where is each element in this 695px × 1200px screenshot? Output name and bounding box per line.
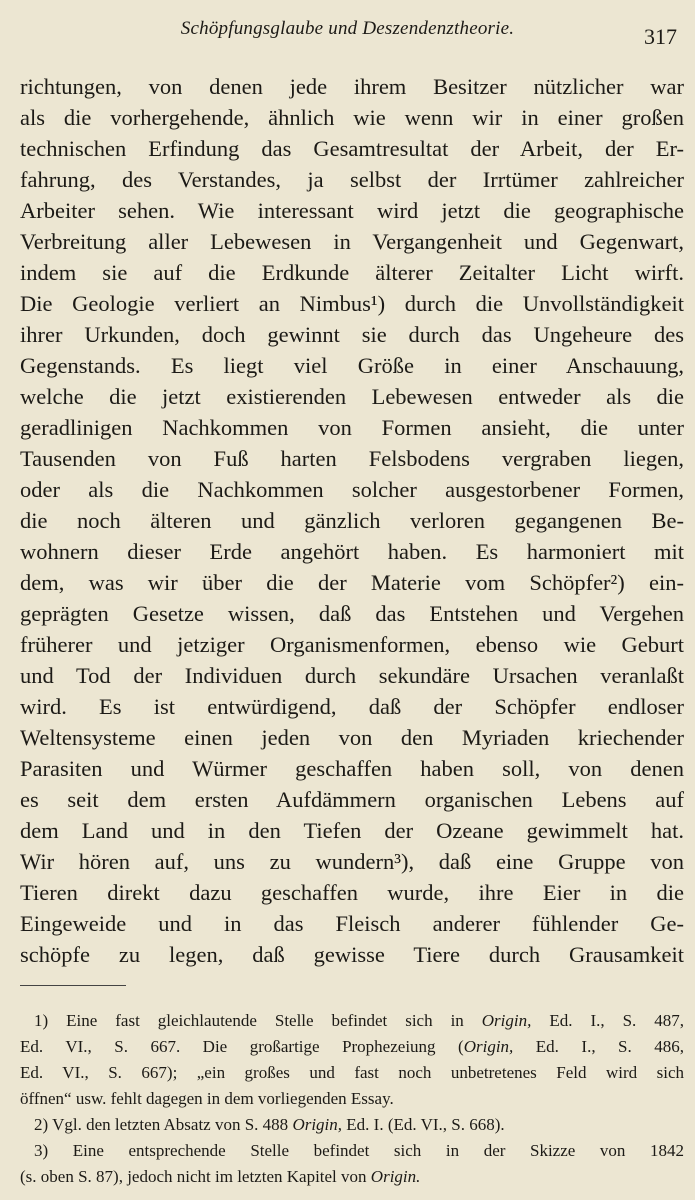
body-line: dem, was wir über die der Materie vom Schöpfer²) ein- (20, 570, 684, 595)
footnote-italic: Origin, (463, 1037, 514, 1056)
page-number: 317 (644, 24, 677, 49)
footnote-text: 1) Eine fast gleichlautende Stelle befindet sich in (34, 1011, 482, 1030)
body-line: oder als die Nachkommen solcher ausgestorbener Formen, (20, 477, 684, 502)
footnote-italic: Origin, (481, 1011, 532, 1030)
body-line: dem Land und in den Tiefen der Ozeane gewimmelt hat. (20, 818, 684, 843)
body-line: Tausenden von Fuß harten Felsbodens vergraben liegen, (20, 446, 684, 471)
body-line: Verbreitung aller Lebewesen in Vergangenheit und Gegenwart, (20, 229, 684, 254)
body-line: Arbeiter sehen. Wie interessant wird jetzt die geographische (20, 198, 684, 223)
body-line: Die Geologie verliert an Nimbus¹) durch die Unvollständigkeit (20, 291, 684, 316)
footnote-1-line-3: Ed. VI., S. 667); „ein großes und fast noch unbetretenes Feld wird sich (20, 1063, 684, 1082)
body-line: Parasiten und Würmer geschaffen haben soll, von denen (20, 756, 684, 781)
body-line: schöpfe zu legen, daß gewisse Tiere durch Grausamkeit (20, 942, 684, 967)
body-line: die noch älteren und gänzlich verloren gegangenen Be- (20, 508, 684, 533)
footnote-divider (20, 985, 126, 986)
body-line: indem sie auf die Erdkunde älterer Zeitalter Licht wirft. (20, 260, 684, 285)
footnote-2 (20, 1112, 684, 1138)
body-line: ihrer Urkunden, doch gewinnt sie durch das Ungeheure des (20, 322, 684, 347)
body-line: geradlinigen Nachkommen von Formen ansieht, die unter (20, 415, 684, 440)
body-line: wohnern dieser Erde angehört haben. Es harmoniert mit (20, 539, 684, 564)
body-line: welche die jetzt existierenden Lebewesen entweder als die (20, 384, 684, 409)
footnote-text: Ed. I., S. 486, (513, 1037, 685, 1056)
footnote-1-line-1 (20, 1008, 684, 1034)
running-title: Schöpfungsglaube und Deszendenztheorie. (180, 18, 515, 39)
body-line: technischen Erfindung das Gesamtresultat der Arbeit, der Er- (20, 136, 684, 161)
footnote-text: Ed. I. (Ed. VI., S. 668). (342, 1115, 505, 1134)
body-line: es seit dem ersten Aufdämmern organischen Lebens auf (20, 787, 684, 812)
footnote-3-line-2 (20, 1164, 684, 1190)
footnote-text: 2) Vgl. den letzten Absatz von S. 488 (34, 1115, 293, 1134)
body-line: und Tod der Individuen durch sekundäre Ursachen veranlaßt (20, 663, 684, 688)
body-line: Tieren direkt dazu geschaffen wurde, ihre Eier in die (20, 880, 684, 905)
footnote-text: (s. oben S. 87), jedoch nicht im letzten Kapitel von (20, 1167, 371, 1186)
body-line: geprägten Gesetze wissen, daß das Entstehen und Vergehen (20, 601, 684, 626)
body-line: wird. Es ist entwürdigend, daß der Schöpfer endloser (20, 694, 684, 719)
footnote-1-line-2 (20, 1034, 684, 1060)
footnote-text: Ed. VI., S. 667. Die großartige Prophezeiung ( (20, 1037, 464, 1056)
body-line: fahrung, des Verstandes, ja selbst der Irrtümer zahlreicher (20, 167, 684, 192)
body-line: Eingeweide und in das Fleisch anderer fühlender Ge- (20, 911, 684, 936)
body-line: Gegenstands. Es liegt viel Größe in einer Anschauung, (20, 353, 684, 378)
footnote-text: Ed. I., S. 487, (531, 1011, 685, 1030)
footnote-1-line-4: öffnen“ usw. fehlt dagegen in dem vorliegenden Essay. (20, 1089, 394, 1108)
body-line: als die vorhergehende, ähnlich wie wenn wir in einer großen (20, 105, 684, 130)
body-line: Weltensysteme einen jeden von den Myriaden kriechender (20, 725, 684, 750)
footnote-italic: Origin, (292, 1115, 343, 1134)
body-line: richtungen, von denen jede ihrem Besitzer nützlicher war (20, 74, 684, 99)
body-line: Wir hören auf, uns zu wundern³), daß eine Gruppe von (20, 849, 684, 874)
body-line: früherer und jetziger Organismenformen, ebenso wie Geburt (20, 632, 684, 657)
footnote-italic: Origin. (370, 1167, 421, 1186)
footnote-3-line-1: 3) Eine entsprechende Stelle befindet sich in der Skizze von 1842 (34, 1141, 684, 1160)
